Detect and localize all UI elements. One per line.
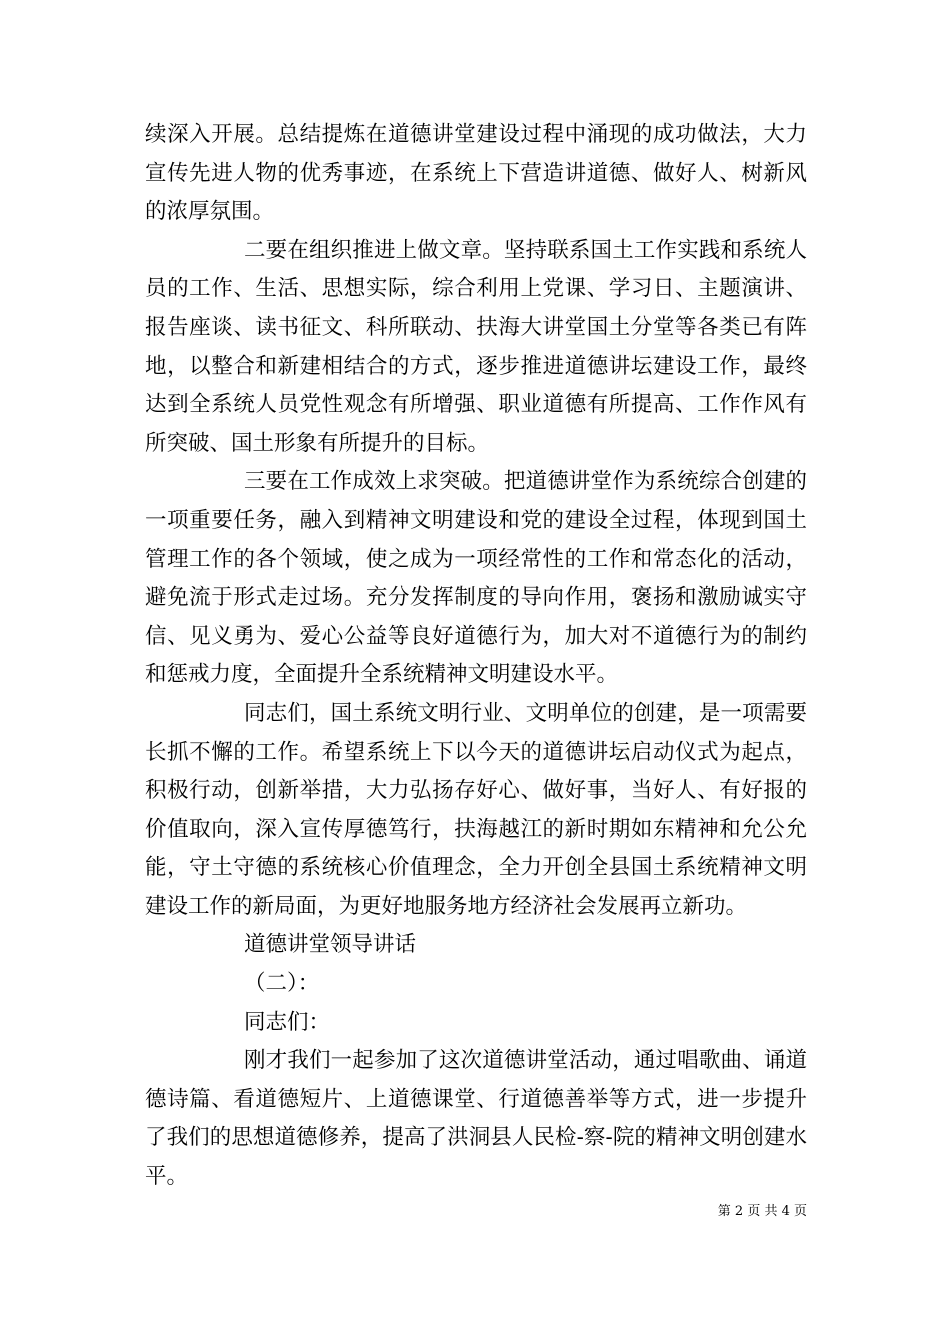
paragraph-continuation: 续深入开展。总结提炼在道德讲堂建设过程中涌现的成功做法，大力宣传先进人物的优秀事迹，在系统上下营造讲道德、做好人、树新风的浓厚氛围。	[145, 122, 807, 225]
paragraph-opening: 刚才我们一起参加了这次道德讲堂活动，通过唱歌曲、诵道德诗篇、看道德短片、上道德课堂、行道德善举等方式，进一步提升了我们的思想道德修养，提高了洪洞县人民检-察-院的精神文明创建水平。	[145, 1048, 807, 1190]
paragraph-point-two: 二要在组织推进上做文章。坚持联系国土工作实践和系统人员的工作、生活、思想实际，综合利用上党课、学习日、主题演讲、报告座谈、读书征文、科所联动、扶海大讲堂国土分堂等各类已有阵地，以整合和新建相结合的方式，逐步推进道德讲坛建设工作，最终达到全系统人员党性观念有所增强、职业道德有所提高、工作作风有所突破、国土形象有所提升的目标。	[145, 237, 807, 456]
document-body	[145, 116, 807, 1197]
page-number-footer: 第 2 页 共 4 页	[717, 1204, 807, 1219]
paragraph-point-three: 三要在工作成效上求突破。把道德讲堂作为系统综合创建的一项重要任务，融入到精神文明建设和党的建设全过程，体现到国土管理工作的各个领域，使之成为一项经常性的工作和常态化的活动，避免流于形式走过场。充分发挥制度的导向作用，褒扬和激励诚实守信、见义勇为、爱心公益等良好道德行为，加大对不道德行为的制约和惩戒力度，全面提升全系统精神文明建设水平。	[145, 469, 807, 688]
paragraph-closing: 同志们，国土系统文明行业、文明单位的创建，是一项需要长抓不懈的工作。希望系统上下以今天的道德讲坛启动仪式为起点，积极行动，创新举措，大力弘扬存好心、做好事，当好人、有好报的价值取向，深入宣传厚德笃行，扶海越江的新时期如东精神和允公允能，守土守德的系统核心价值理念，全力开创全县国土系统精神文明建设工作的新局面，为更好地服务地方经济社会发展再立新功。	[145, 700, 807, 919]
salutation: 同志们：	[244, 1009, 331, 1035]
section-heading: 道德讲堂领导讲话	[244, 932, 417, 958]
section-number: （二）：	[244, 971, 320, 997]
